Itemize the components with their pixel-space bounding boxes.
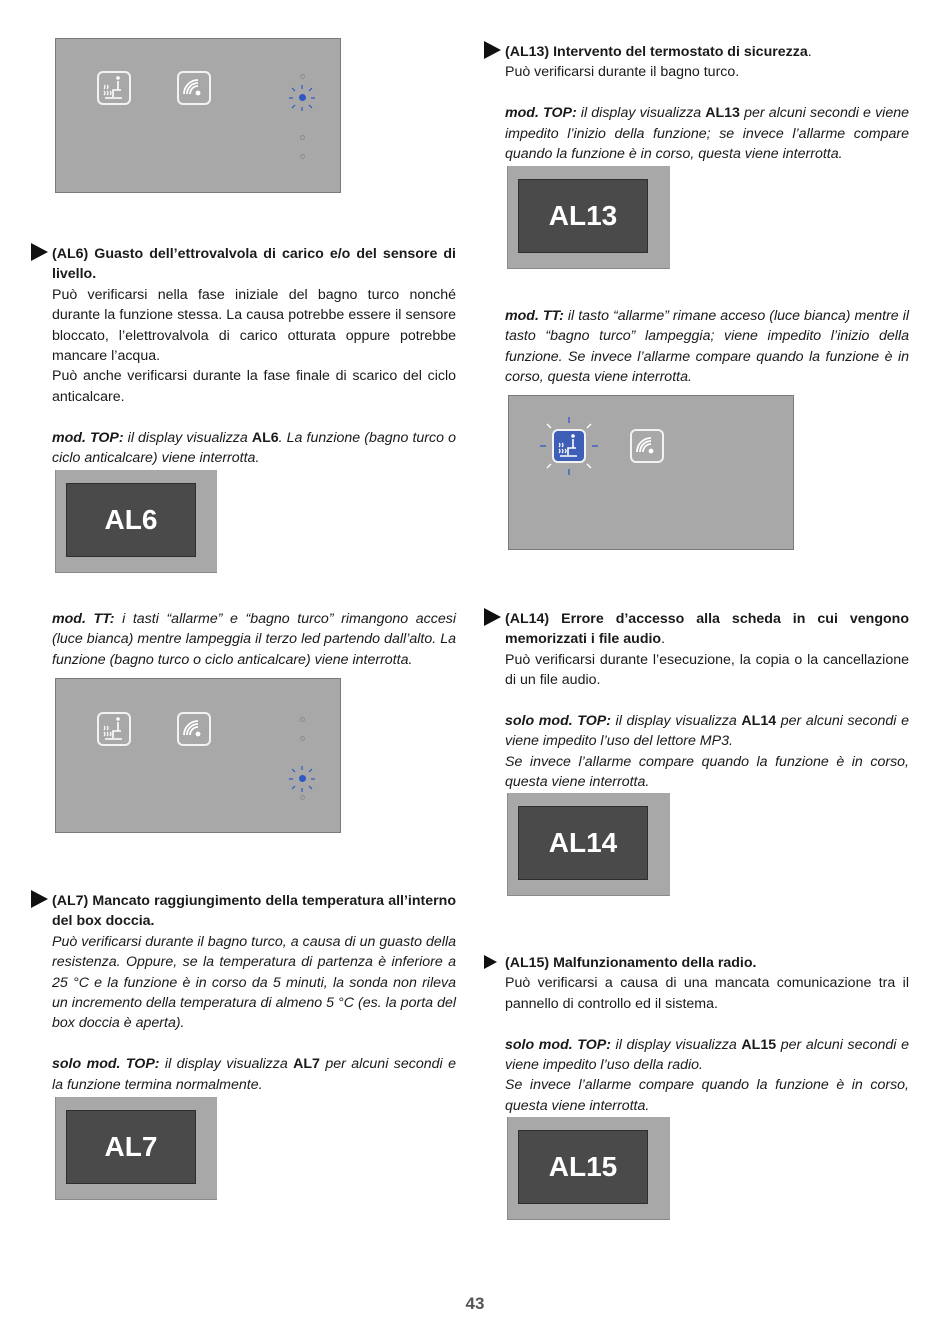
al14-heading: (AL14) Errore d’accesso alla scheda in cui vengono memorizzati i file audio.	[505, 611, 909, 648]
control-panel-illustration	[508, 395, 794, 550]
al6-body-2: Può anche verificarsi durante la fase finale di scarico del ciclo anticalcare.	[52, 368, 456, 405]
al7-top-text: solo mod. TOP: il display visualizza AL7 per alcuni secondi e la funzione termina normalmente.	[52, 1056, 456, 1093]
al13-tt-text: mod. TT: il tasto “allarme” rimane acceso (luce bianca) mentre il tasto “bagno turco” lampeggia; viene impedito l’inizio della funzione. Se invece l’allarme compare quando la funzione è in corso, questa viene interrotta.	[505, 308, 909, 386]
al7-display: AL7	[66, 1110, 196, 1184]
al13-section	[505, 42, 909, 164]
al7-section	[52, 891, 456, 1095]
al13-body: Può verificarsi durante il bagno turco.	[505, 64, 740, 81]
display-panel	[507, 1117, 670, 1220]
al14-section	[505, 609, 909, 793]
section-arrow-icon	[31, 243, 48, 261]
led-indicator	[300, 736, 305, 741]
steam-bath-icon	[552, 429, 586, 463]
control-panel-illustration	[55, 38, 341, 193]
page-number: 43	[465, 1294, 485, 1313]
al15-heading: (AL15) Malfunzionamento della radio.	[505, 955, 757, 971]
al15-body: Può verificarsi a causa di una mancata comunicazione tra il pannello di controllo ed il sistema.	[505, 975, 909, 1012]
al15-display: AL15	[518, 1130, 648, 1204]
section-arrow-icon	[484, 41, 501, 59]
section-arrow-icon	[484, 608, 501, 626]
al13-display: AL13	[518, 179, 648, 253]
led-indicator	[300, 717, 305, 722]
al7-heading: (AL7) Mancato raggiungimento della temperatura all’interno del box doccia.	[52, 893, 456, 930]
display-panel	[55, 1097, 217, 1200]
al14-body: Può verificarsi durante l’esecuzione, la copia o la cancellazione di un file audio.	[505, 651, 909, 689]
al6-top-text: mod. TOP: il display visualizza AL6. La funzione (bagno turco o ciclo anticalcare) viene interrotta.	[52, 429, 456, 467]
section-arrow-icon	[484, 955, 497, 969]
led-indicator	[300, 74, 305, 79]
al6-section	[52, 244, 456, 468]
al6-heading: (AL6) Guasto dell’ettrovalvola di carico e/o del sensore di livello.	[52, 246, 456, 283]
al13-top-text: mod. TOP: il display visualizza AL13 per alcuni secondi e viene impedito l’inizio della funzione; se invece l’allarme compare quando la funzione è in corso, questa viene interrotta.	[505, 105, 909, 163]
led-blinking	[299, 775, 306, 782]
al14-top-text: solo mod. TOP: il display visualizza AL14 per alcuni secondi e viene impedito l’uso del lettore MP3.	[505, 713, 909, 750]
control-panel-illustration	[55, 678, 341, 833]
led-indicator	[300, 135, 305, 140]
display-panel	[55, 470, 217, 573]
display-panel	[507, 166, 670, 269]
radio-wave-icon	[177, 71, 211, 105]
radio-wave-icon	[630, 429, 664, 463]
radio-wave-icon	[177, 712, 211, 746]
al6-tt-text: mod. TT: i tasti “allarme” e “bagno turco” rimangono accesi (luce bianca) mentre lampeggia il terzo led partendo dall’alto. La funzione (bagno turco o ciclo anticalcare) viene interrotta.	[52, 611, 456, 668]
al7-body: Può verificarsi durante il bagno turco, a causa di un guasto della resistenza. Oppure, se la temperatura di partenza è inferiore a 25 °C e la funzione è in corso da 5 minuti, la sonda non rileva un incremento della temperatura di almeno 5 °C (es. la porta del box doccia è aperta).	[52, 933, 456, 1032]
al13-heading: (AL13) Intervento del termostato di sicurezza.	[505, 44, 812, 60]
led-blinking	[299, 94, 306, 101]
al14-display: AL14	[518, 806, 648, 880]
al15-section	[505, 953, 909, 1116]
led-indicator	[300, 795, 305, 800]
al6-display: AL6	[66, 483, 196, 557]
al14-top-extra: Se invece l’allarme compare quando la funzione è in corso, questa viene interrotta.	[505, 753, 909, 791]
steam-bath-icon	[97, 712, 131, 746]
al15-top-extra: Se invece l’allarme compare quando la funzione è in corso, questa viene interrotta.	[505, 1077, 909, 1114]
led-indicator	[300, 154, 305, 159]
al6-body-1: Può verificarsi nella fase iniziale del bagno turco nonché durante la funzione stessa. La causa potrebbe essere il sensore bloccato, l’elettrovalvola di carico otturata oppure potrebbe mancare l’acqua.	[52, 286, 456, 365]
display-panel	[507, 793, 670, 896]
al15-top-text: solo mod. TOP: il display visualizza AL15 per alcuni secondi e viene impedito l’uso della radio.	[505, 1036, 909, 1074]
section-arrow-icon	[31, 890, 48, 908]
steam-bath-icon	[97, 71, 131, 105]
